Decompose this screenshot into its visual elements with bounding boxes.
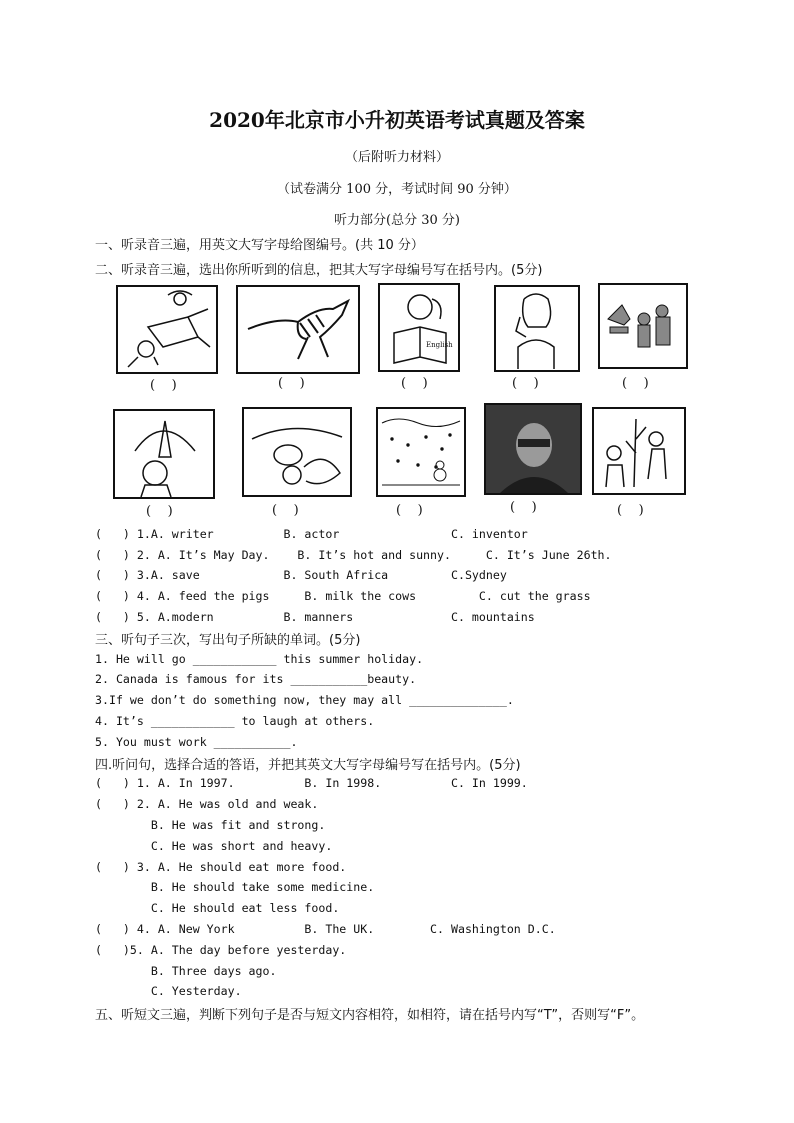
q3-item-5: 5. You must work ___________.	[95, 735, 298, 749]
subtitle-exam-info: （试卷满分 100 分，考试时间 90 分钟）	[277, 182, 517, 197]
q3-item-1: 1. He will go ____________ this summer holiday.	[95, 652, 424, 666]
answer-paren-r2-2[interactable]: ( )	[272, 503, 299, 518]
q4-line-6: B. He should take some medicine.	[95, 880, 375, 894]
page-title: 2020年北京市小升初英语考试真题及答案	[209, 108, 585, 132]
answer-paren-r1-4[interactable]: ( )	[512, 376, 539, 391]
q3-item-4: 4. It’s ____________ to laugh at others.	[95, 714, 375, 728]
q4-line-3: B. He was fit and strong.	[95, 818, 326, 832]
q4-line-9: ( )5. A. The day before yesterday.	[95, 943, 347, 957]
skydiver-icon	[116, 285, 218, 374]
snow-scene-icon	[376, 407, 466, 497]
answer-paren-r1-5[interactable]: ( )	[622, 376, 649, 391]
answer-paren-r2-5[interactable]: ( )	[617, 503, 644, 518]
q4-line-1: ( ) 1. A. In 1997. B. In 1998. C. In 1999.	[95, 776, 528, 790]
ball-play-icon	[242, 407, 352, 497]
book-label: English	[426, 341, 453, 349]
q2-item-1: ( ) 1.A. writer B. actor C. inventor	[95, 527, 528, 541]
people-statue-icon	[598, 283, 688, 369]
q3-item-3: 3.If we don’t do something now, they may all ______________.	[95, 693, 514, 707]
q3-item-2: 2. Canada is famous for its ___________beauty.	[95, 672, 417, 686]
kangaroo-icon	[236, 285, 360, 374]
q4-line-10: B. Three days ago.	[95, 964, 277, 978]
q2-item-2: ( ) 2. A. It’s May Day. B. It’s hot and sunny. C. It’s June 26th.	[95, 548, 612, 562]
q4-line-7: C. He should eat less food.	[95, 901, 340, 915]
answer-paren-r2-4[interactable]: ( )	[510, 500, 537, 515]
q2-item-4: ( ) 4. A. feed the pigs B. milk the cows C. cut the grass	[95, 589, 591, 603]
q2-item-5: ( ) 5. A.modern B. manners C. mountains	[95, 610, 535, 624]
subtitle-listening-material: （后附听力材料）	[344, 150, 449, 165]
q4-line-2: ( ) 2. A. He was old and weak.	[95, 797, 319, 811]
section-4-heading: 四.听问句，选择合适的答语，并把其英文大写字母编号写在括号内。(5分)	[95, 758, 521, 773]
answer-paren-r1-2[interactable]: ( )	[278, 376, 305, 391]
subtitle-listening-part: 听力部分(总分 30 分)	[334, 213, 460, 228]
answer-paren-r1-3[interactable]: ( )	[401, 376, 428, 391]
answer-paren-r2-1[interactable]: ( )	[146, 504, 173, 519]
section-2-heading: 二、听录音三遍，选出你所听到的信息，把其大写字母编号写在括号内。(5分)	[95, 263, 543, 278]
q2-item-3: ( ) 3.A. save B. South Africa C.Sydney	[95, 568, 507, 582]
woman-phone-icon	[494, 285, 580, 372]
q4-line-8: ( ) 4. A. New York B. The UK. C. Washington D.C.	[95, 922, 556, 936]
q4-line-4: C. He was short and heavy.	[95, 839, 333, 853]
q4-line-5: ( ) 3. A. He should eat more food.	[95, 860, 347, 874]
children-tree-icon	[592, 407, 686, 495]
answer-paren-r1-1[interactable]: ( )	[150, 378, 177, 393]
section-5-heading: 五、听短文三遍，判断下列句子是否与短文内容相符，如相符，请在括号内写“T”，否则写“F”。	[95, 1008, 645, 1023]
answer-paren-r2-3[interactable]: ( )	[396, 503, 423, 518]
girl-reading-icon	[378, 283, 460, 372]
section-1-heading: 一、听录音三遍，用英文大写字母给图编号。(共 10 分）	[95, 238, 424, 253]
tower-boy-icon	[113, 409, 215, 499]
scientist-photo	[484, 403, 582, 495]
q4-line-11: C. Yesterday.	[95, 984, 242, 998]
section-3-heading: 三、听句子三次，写出句子所缺的单词。(5分)	[95, 633, 361, 648]
